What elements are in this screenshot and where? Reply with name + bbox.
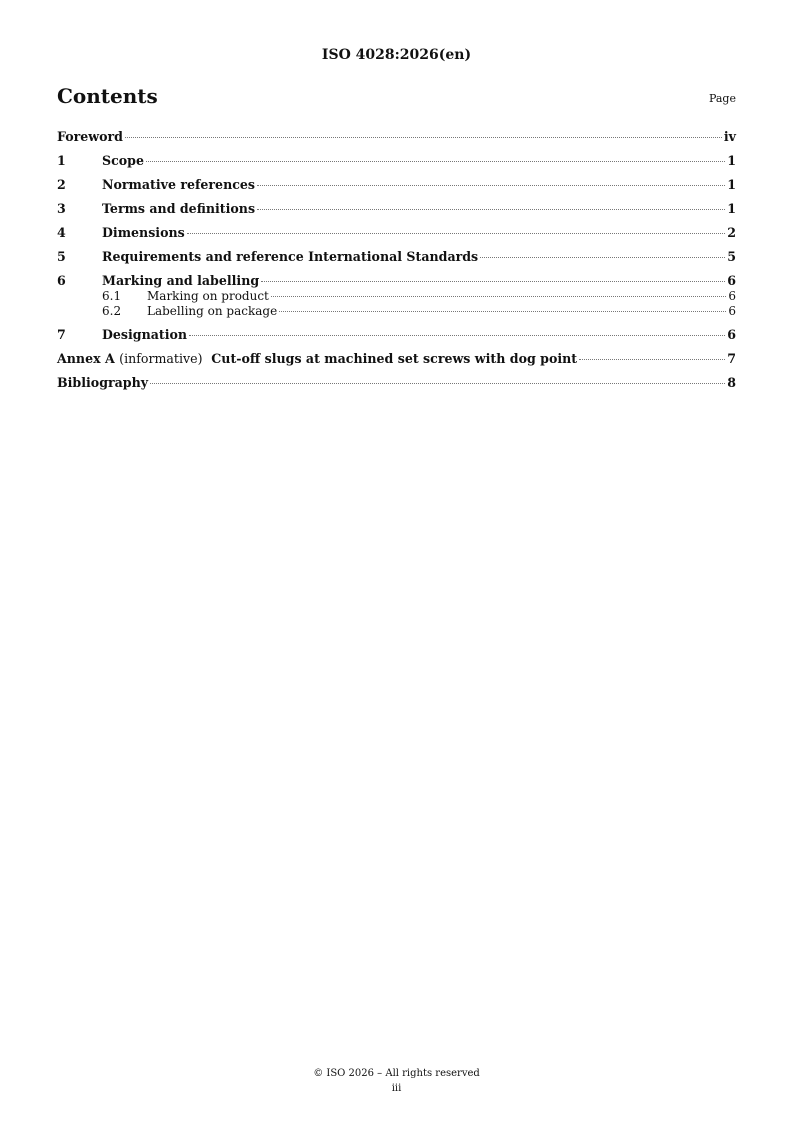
toc-label: Scope — [102, 153, 144, 168]
page-number: iii — [391, 1083, 402, 1094]
leader-dots — [480, 257, 725, 258]
toc-annex-label — [57, 351, 577, 367]
toc-number: 6 — [57, 273, 66, 288]
leader-dots — [271, 296, 726, 297]
table-of-contents — [57, 129, 736, 391]
annex-prefix: Annex A — [57, 351, 115, 366]
toc-entry-6-1[interactable] — [57, 289, 736, 304]
leader-dots — [257, 185, 725, 186]
toc-page: 1 — [727, 153, 736, 168]
toc-label: Terms and definitions — [102, 201, 256, 216]
toc-page: 5 — [727, 249, 736, 264]
toc-number: 1 — [57, 153, 66, 168]
toc-entry-5[interactable] — [57, 249, 736, 265]
toc-label: Marking on product — [147, 289, 269, 303]
toc-page: 7 — [727, 351, 736, 366]
toc-entry-bibliography[interactable] — [57, 375, 736, 391]
toc-page: iv — [723, 129, 736, 144]
page-footer — [0, 1066, 793, 1096]
toc-page: 6 — [727, 273, 736, 288]
toc-page: 1 — [727, 177, 736, 192]
toc-page: 1 — [727, 201, 736, 216]
leader-dots — [261, 281, 725, 282]
leader-dots — [279, 311, 726, 312]
toc-number: 6.1 — [102, 289, 122, 303]
contents-title: Contents — [57, 84, 158, 108]
toc-entry-annex-a[interactable] — [57, 351, 736, 367]
toc-entry-7[interactable] — [57, 327, 736, 343]
toc-number: 3 — [57, 201, 66, 216]
annex-title: Cut-off slugs at machined set screws with dog point — [211, 351, 578, 366]
toc-page: 6 — [728, 304, 736, 318]
toc-page: 6 — [728, 289, 736, 303]
toc-page: 8 — [727, 375, 736, 390]
toc-number: 2 — [57, 177, 66, 192]
toc-label: Dimensions — [102, 225, 185, 240]
leader-dots — [125, 137, 722, 138]
toc-number: 7 — [57, 327, 66, 342]
toc-label: Marking and labelling — [102, 273, 260, 288]
leader-dots — [187, 233, 726, 234]
toc-entry-6[interactable] — [57, 273, 736, 289]
annex-kind: (informative) — [119, 351, 203, 366]
toc-number: 5 — [57, 249, 66, 264]
toc-entry-6-2[interactable] — [57, 304, 736, 319]
toc-entry-4[interactable] — [57, 225, 736, 241]
toc-label: Foreword — [57, 129, 123, 144]
toc-number: 4 — [57, 225, 66, 240]
toc-label: Requirements and reference International Standards — [102, 249, 479, 264]
leader-dots — [189, 335, 725, 336]
toc-entry-1[interactable] — [57, 153, 736, 169]
page-column-label: Page — [708, 92, 736, 105]
toc-label: Labelling on package — [147, 304, 278, 318]
toc-page: 2 — [727, 225, 736, 240]
copyright-notice: © ISO 2026 – All rights reserved — [313, 1068, 480, 1079]
leader-dots — [257, 209, 725, 210]
toc-page: 6 — [727, 327, 736, 342]
leader-dots — [579, 359, 725, 360]
toc-entry-2[interactable] — [57, 177, 736, 193]
leader-dots — [146, 161, 725, 162]
toc-entry-3[interactable] — [57, 201, 736, 217]
toc-entry-foreword[interactable] — [57, 129, 736, 145]
toc-label: Bibliography — [57, 375, 149, 390]
toc-label: Designation — [102, 327, 188, 342]
toc-label: Normative references — [102, 177, 256, 192]
document-id-header: ISO 4028:2026(en) — [321, 47, 472, 63]
leader-dots — [150, 383, 725, 384]
toc-number: 6.2 — [102, 304, 122, 318]
